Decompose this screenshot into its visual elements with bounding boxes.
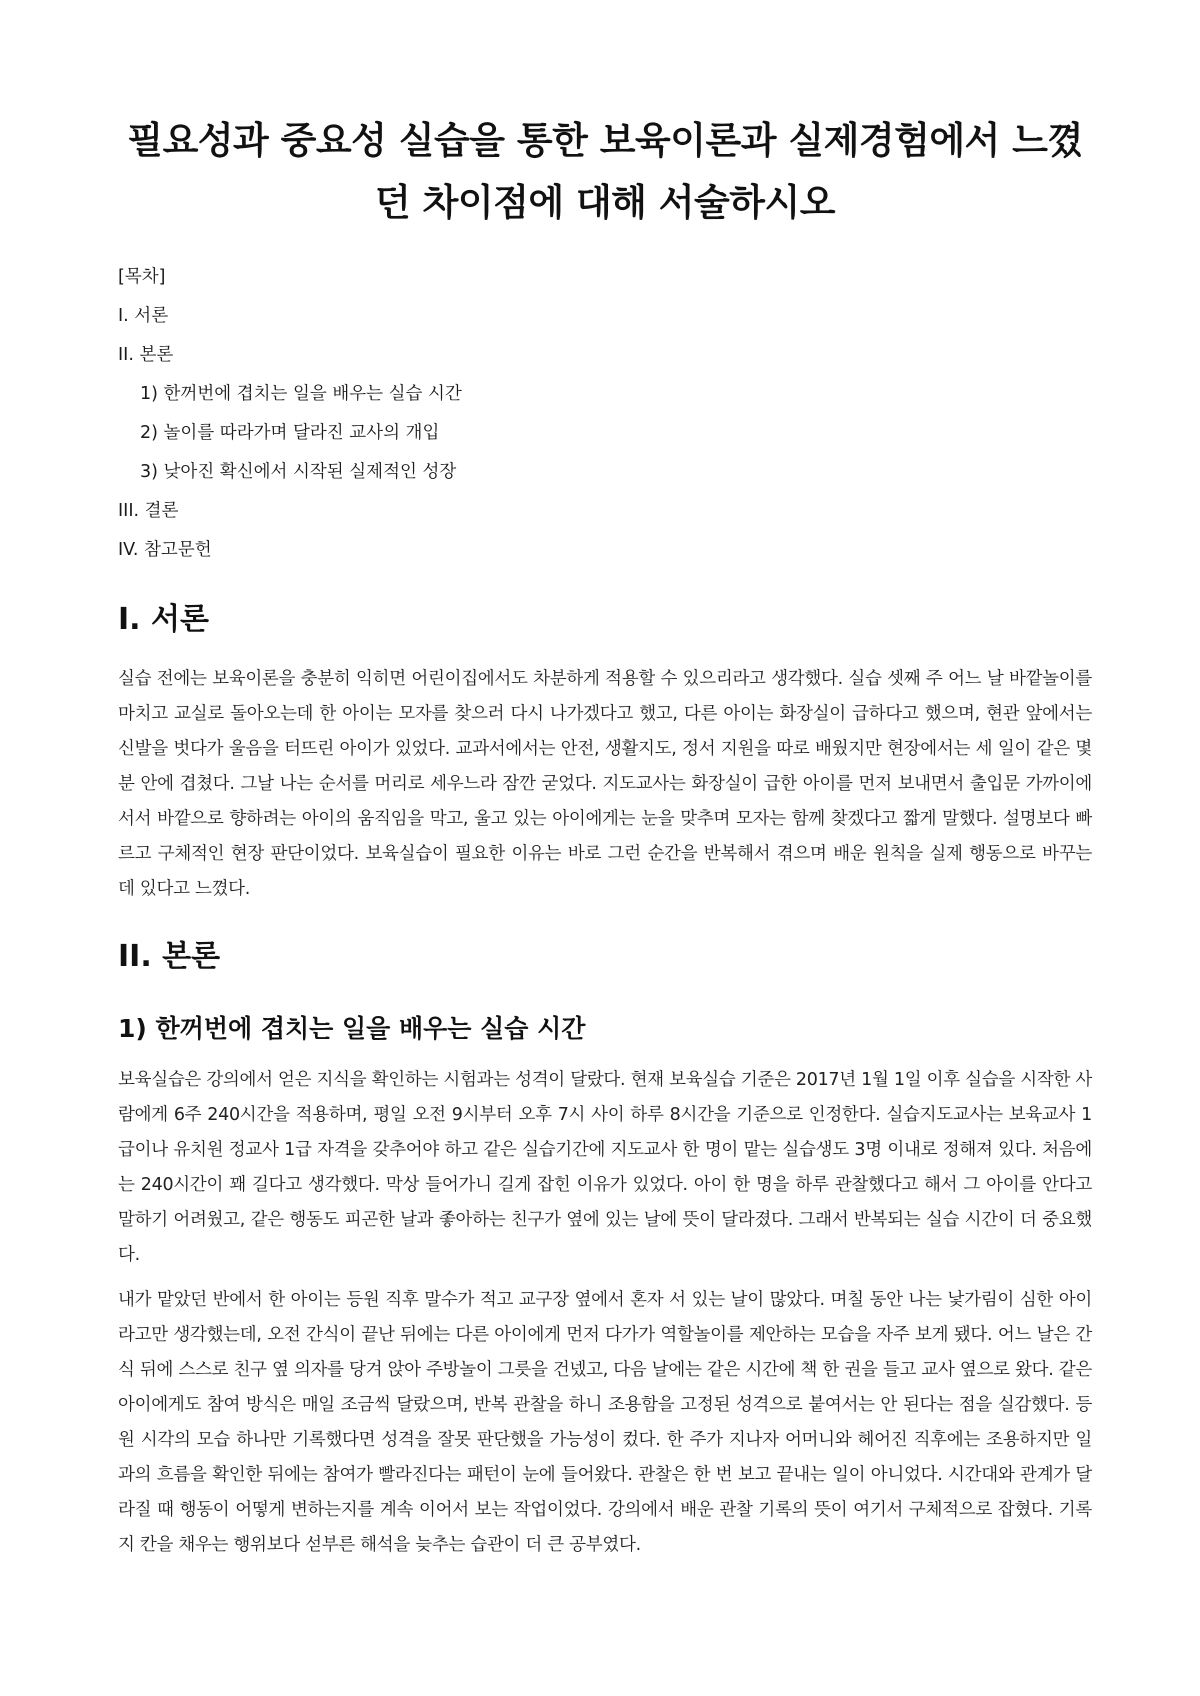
introduction-paragraph: 실습 전에는 보육이론을 충분히 익히면 어린이집에서도 차분하게 적용할 수 있으리라고 생각했다. 실습 셋째 주 어느 날 바깥놀이를 마치고 교실로 돌아오는데 한 아이는 모자를 찾으러 다시 나가겠다고 했고, 다른 아이는 화장실이 급하다고 했으며, 현관 앞에서는 신발을 벗다가 울음을 터뜨린 아이가 있었다. 교과서에서는 안전, 생활지도, 정서 지원을 따로 배웠지만 현장에서는 세 일이 같은 몇 분 안에 겹쳤다. 그날 나는 순서를 머리로 세우느라 잠깐 굳었다. 지도교사는 화장실이 급한 아이를 먼저 보내면서 출입문 가까이에 서서 바깥으로 향하려는 아이의 움직임을 막고, 울고 있는 아이에게는 눈을 맞추며 모자는 함께 찾겠다고 짧게 말했다. 설명보다 빠르고 구체적인 현장 판단이었다. 보육실습이 필요한 이유는 바로 그런 순간을 반복해서 겪으며 배운 원칙을 실제 행동으로 바꾸는 데 있다고 느꼈다. [118,669,1092,899]
section-body-title: II. 본론 [118,939,221,974]
document-title: 필요성과 중요성 실습을 통한 보육이론과 실제경험에서 느꼈던 차이점에 대해 서술하시오 [127,119,1083,224]
toc-heading: [목차] [118,267,166,287]
subsection-1-paragraph-2: 내가 맡았던 반에서 한 아이는 등원 직후 말수가 적고 교구장 옆에서 혼자 서 있는 날이 많았다. 며칠 동안 나는 낯가림이 심한 아이라고만 생각했는데, 오전 간식이 끝난 뒤에는 다른 아이에게 먼저 다가가 역할놀이를 제안하는 모습을 자주 보게 됐다. 어느 날은 간식 뒤에 스스로 친구 옆 의자를 당겨 앉아 주방놀이 그릇을 건넸고, 다음 날에는 같은 시간에 책 한 권을 들고 교사 옆으로 왔다. 같은 아이에게도 참여 방식은 매일 조금씩 달랐으며, 반복 관찰을 하니 조용함을 고정된 성격으로 붙여서는 안 된다는 점을 실감했다. 등원 시각의 모습 하나만 기록했다면 성격을 잘못 판단했을 가능성이 컸다. 한 주가 지나자 어머니와 헤어진 직후에는 조용하지만 일과의 흐름을 확인한 뒤에는 참여가 빨라진다는 패턴이 눈에 들어왔다. 관찰은 한 번 보고 끝내는 일이 아니었다. 시간대와 관계가 달라질 때 행동이 어떻게 변하는지를 계속 이어서 보는 작업이었다. 강의에서 배운 관찰 기록의 뜻이 여기서 구체적으로 잡혔다. 기록지 칸을 채우는 행위보다 섣부른 해석을 늦추는 습관이 더 큰 공부였다. [118,1290,1092,1555]
toc-item-introduction: I. 서론 [118,306,169,326]
toc-item-conclusion: III. 결론 [118,501,179,521]
subsection-1-paragraph-1: 보육실습은 강의에서 얻은 지식을 확인하는 시험과는 성격이 달랐다. 현재 보육실습 기준은 2017년 1월 1일 이후 실습을 시작한 사람에게 6주 240시간을 적용하며, 평일 오전 9시부터 오후 7시 사이 하루 8시간을 기준으로 인정한다. 실습지도교사는 보육교사 1급이나 유치원 정교사 1급 자격을 갖추어야 하고 같은 실습기간에 지도교사 한 명이 맡는 실습생도 3명 이내로 정해져 있다. 처음에는 240시간이 꽤 길다고 생각했다. 막상 들어가니 길게 잡힌 이유가 있었다. 아이 한 명을 하루 관찰했다고 해서 그 아이를 안다고 말하기 어려웠고, 같은 행동도 피곤한 날과 좋아하는 친구가 옆에 있는 날에 뜻이 달라졌다. 그래서 반복되는 실습 시간이 더 중요했다. [118,1070,1092,1265]
subsection-1-title: 1) 한꺼번에 겹치는 일을 배우는 실습 시간 [118,1014,586,1043]
toc-item-body-2: 2) 놀이를 따라가며 달라진 교사의 개입 [140,423,440,443]
toc-item-body-3: 3) 낮아진 확신에서 시작된 실제적인 성장 [140,462,457,482]
table-of-contents [118,258,1092,570]
toc-item-references: IV. 참고문헌 [118,540,212,560]
section-introduction-title: I. 서론 [118,602,209,637]
toc-item-body-1: 1) 한꺼번에 겹치는 일을 배우는 실습 시간 [140,384,462,404]
toc-item-body: II. 본론 [118,345,174,365]
